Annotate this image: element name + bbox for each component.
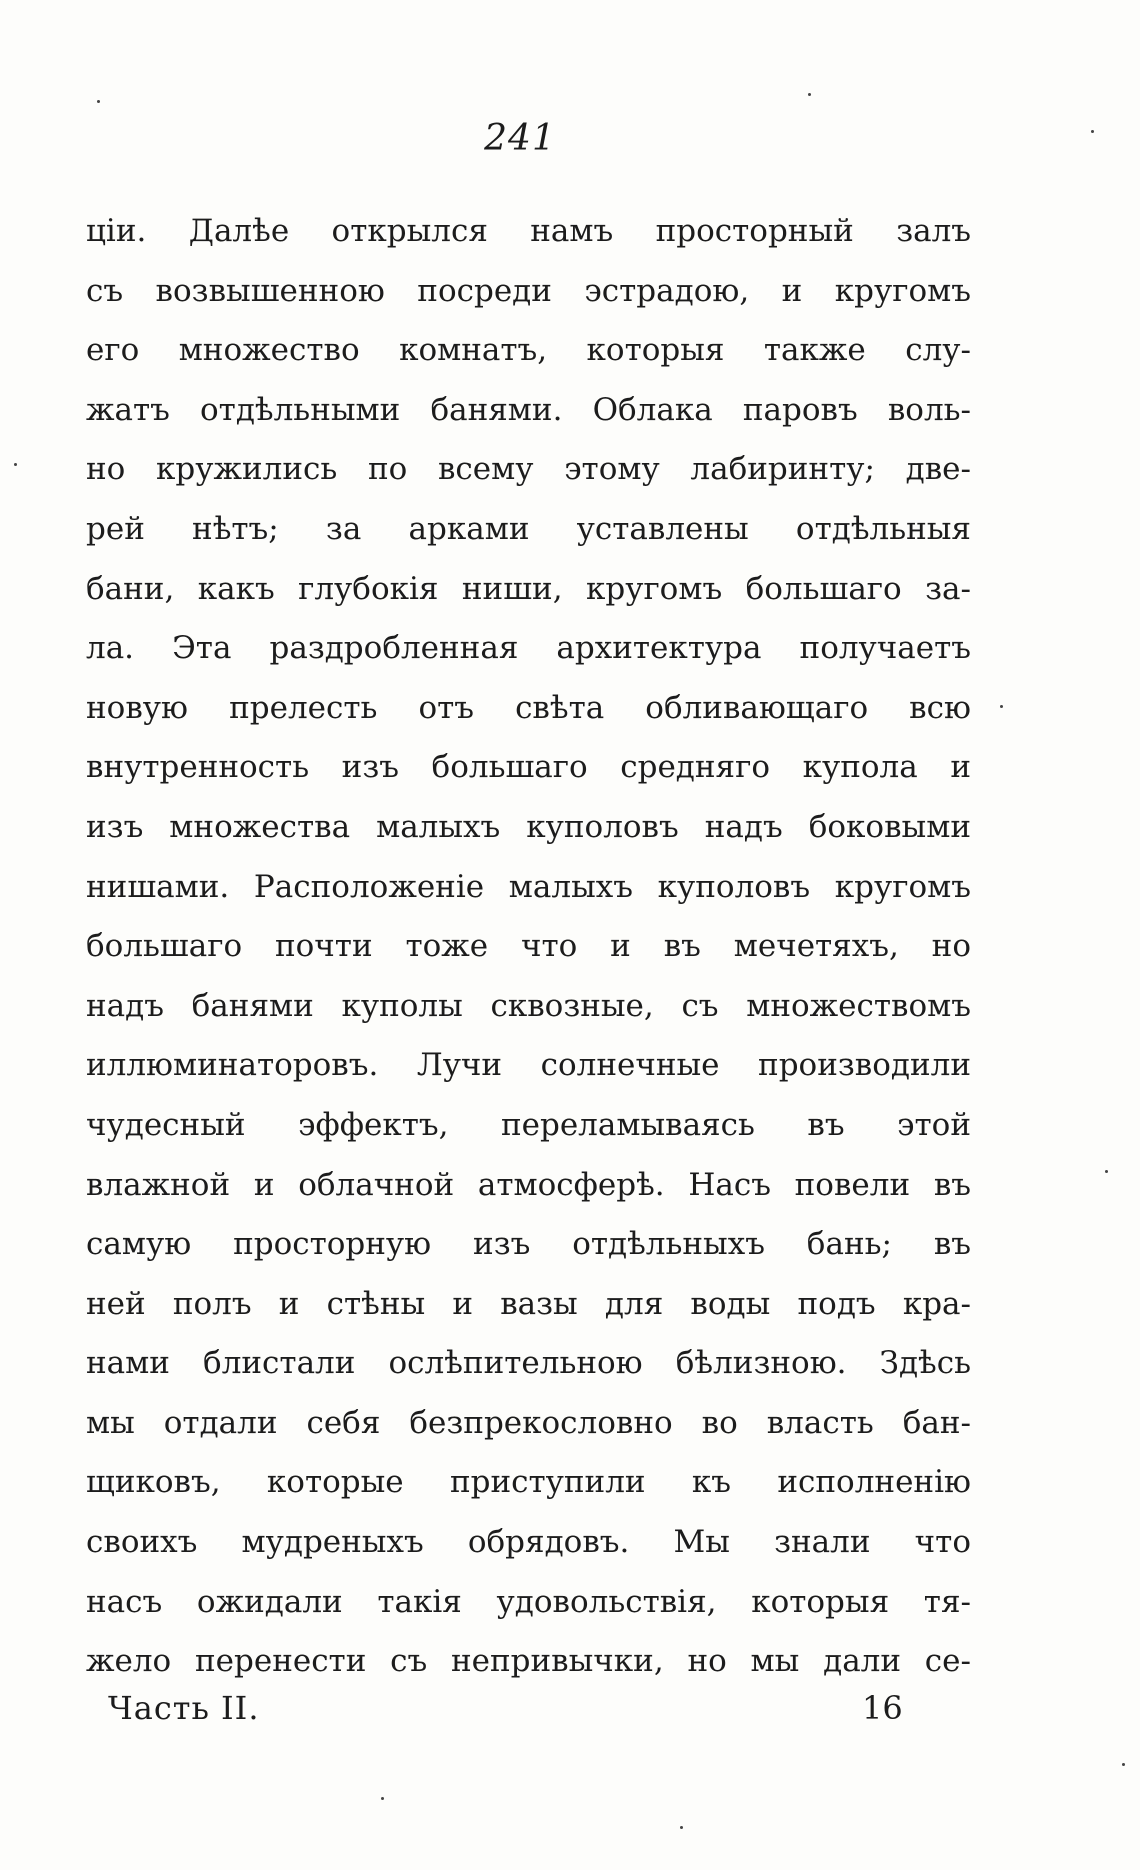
text-line: иллюминаторовъ. Лучи солнечные производили xyxy=(86,1047,971,1084)
text-line: новую прелесть отъ свѣта обливающаго всю xyxy=(86,689,971,726)
page-number: 241 xyxy=(484,118,556,159)
text-line: влажной и облачной атмосферѣ. Насъ повели въ xyxy=(86,1166,971,1203)
text-line: чудесный эффектъ, переламываясь въ этой xyxy=(86,1106,971,1143)
text-line: жатъ отдѣльными банями. Облака паровъ воль- xyxy=(86,391,971,428)
print-speck xyxy=(1122,1763,1125,1766)
text-line: самую просторную изъ отдѣльныхъ бань; въ xyxy=(86,1226,971,1263)
text-line: внутренность изъ большаго средняго купола и xyxy=(86,749,971,786)
print-speck xyxy=(1091,130,1094,133)
text-line: его множество комнатъ, которыя также слу- xyxy=(86,332,971,369)
print-speck xyxy=(1000,705,1003,708)
text-line: ла. Эта раздробленная архитектура получаетъ xyxy=(86,630,971,667)
text-line: нишами. Расположеніе малыхъ куполовъ кругомъ xyxy=(86,868,971,905)
print-speck xyxy=(14,463,17,466)
text-line: съ возвышенною посреди эстрадою, и кругомъ xyxy=(86,272,971,309)
print-speck xyxy=(1105,1170,1108,1173)
print-speck xyxy=(680,1826,683,1829)
text-line: нами блистали ослѣпительною бѣлизною. Здѣсь xyxy=(86,1345,971,1382)
body-text xyxy=(86,202,971,1692)
text-line: большаго почти тоже что и въ мечетяхъ, но xyxy=(86,928,971,965)
text-line: жело перенести съ непривычки, но мы дали се- xyxy=(86,1643,971,1680)
text-line: мы отдали себя безпрекословно во власть бан- xyxy=(86,1404,971,1441)
text-line: бани, какъ глубокія ниши, кругомъ большаго за- xyxy=(86,570,971,607)
text-line: надъ банями куполы сквозные, съ множествомъ xyxy=(86,987,971,1024)
text-line: но кружились по всему этому лабиринту; две- xyxy=(86,451,971,488)
text-line: насъ ожидали такія удовольствія, которыя тя- xyxy=(86,1583,971,1620)
text-line: ціи. Далѣе открылся намъ просторный залъ xyxy=(86,213,971,249)
text-line: ней полъ и стѣны и вазы для воды подъ кра- xyxy=(86,1285,971,1322)
print-speck xyxy=(381,1797,384,1800)
text-line: изъ множества малыхъ куполовъ надъ боковыми xyxy=(86,808,971,845)
print-speck xyxy=(808,93,811,96)
text-line: рей нѣтъ; за арками уставлены отдѣльныя xyxy=(86,510,971,547)
text-line: щиковъ, которые приступили къ исполненію xyxy=(86,1464,971,1501)
text-line: своихъ мудреныхъ обрядовъ. Мы знали что xyxy=(86,1524,971,1561)
signature-mark: Часть II. xyxy=(108,1689,260,1727)
signature-number: 16 xyxy=(862,1689,903,1727)
print-speck xyxy=(97,100,100,103)
